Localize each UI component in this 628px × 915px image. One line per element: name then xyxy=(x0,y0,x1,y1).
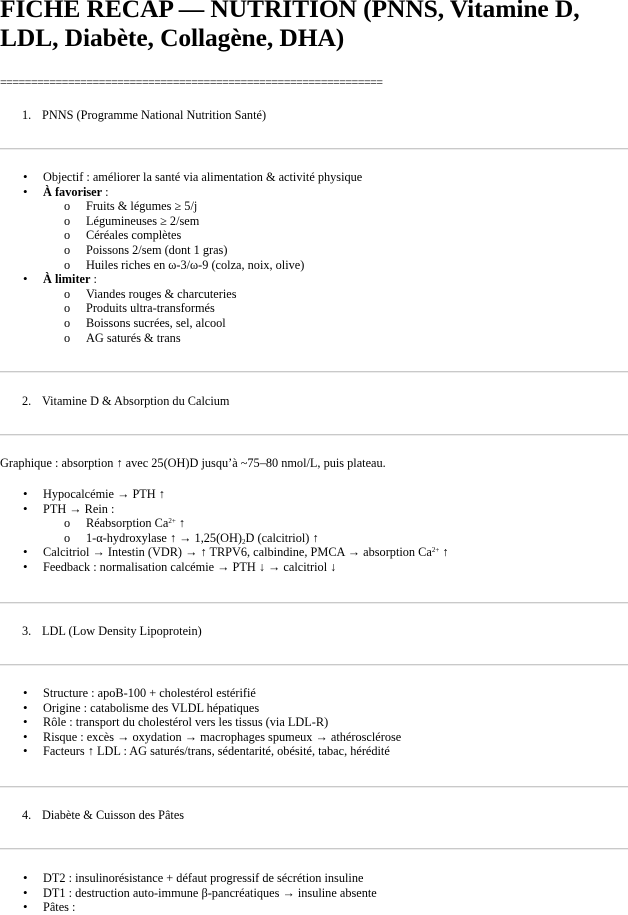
section-3-list xyxy=(0,686,401,759)
limiter-label: À limiter xyxy=(43,272,91,287)
divider xyxy=(0,148,628,150)
list-item: • Hypocalcémie → PTH ↑ xyxy=(43,487,449,502)
list-item: • Calcitriol → Intestin (VDR) → ↑ TRPV6, calbindine, PMCA → absorption $Ca^{2+}$ ↑ xyxy=(43,545,449,560)
section-2-title: Vitamine D & Absorption du Calcium xyxy=(42,394,230,408)
list-item: • DT1 : destruction auto-immune β-pancréatiques → insuline absente xyxy=(43,886,377,901)
title-underline: ============================================================== xyxy=(0,75,383,89)
list-item: o AG saturés & trans xyxy=(86,331,362,346)
section-4-title: Diabète & Cuisson des Pâtes xyxy=(42,808,185,822)
list-item: • À limiter : o Viandes rouges & charcuteries o Produits ultra-transformés o Boissons sucrées, sel, alcool o AG saturés & trans xyxy=(43,272,362,345)
divider xyxy=(0,664,628,666)
list-item: • Origine : catabolisme des VLDL hépatiques xyxy=(43,701,401,716)
divider xyxy=(0,786,628,788)
list-item: o Produits ultra-transformés xyxy=(86,301,362,316)
list-item: • Objectif : améliorer la santé via alimentation & activité physique xyxy=(43,170,362,185)
list-item: • Facteurs ↑ LDL : AG saturés/trans, sédentarité, obésité, tabac, hérédité xyxy=(43,744,401,759)
list-item: o Viandes rouges & charcuteries xyxy=(86,287,362,302)
list-item: o Boissons sucrées, sel, alcool xyxy=(86,316,362,331)
section-3-heading xyxy=(22,624,202,639)
divider xyxy=(0,848,628,850)
divider xyxy=(0,371,628,373)
pth-rein-list xyxy=(43,516,449,545)
list-item: • À favoriser : o Fruits & légumes ≥ 5/j o Légumineuses ≥ 2/sem o Céréales complètes o Poissons 2/sem (dont 1 gras) o Huiles riches en ω-3/ω-9 (colza, noix, olive) xyxy=(43,185,362,273)
divider xyxy=(0,434,628,436)
list-item: o 1-α-hydroxylase ↑ → $1,25(OH)_2D$ (calcitriol) ↑ xyxy=(86,531,449,546)
section-3-title: LDL (Low Density Lipoprotein) xyxy=(42,624,202,638)
list-item: • Pâtes : xyxy=(43,900,377,915)
section-4-heading xyxy=(22,808,184,823)
graph-note: Graphique : absorption ↑ avec 25(OH)D jusqu’à ~75–80 nmol/L, puis plateau. xyxy=(0,456,386,470)
section-4-number: 4. xyxy=(22,808,32,822)
divider xyxy=(0,602,628,604)
list-item: o Céréales complètes xyxy=(86,228,362,243)
list-item: o Réabsorption $Ca^{2+}$ ↑ xyxy=(86,516,449,531)
section-1-list xyxy=(0,170,362,345)
section-1-heading xyxy=(22,108,266,123)
list-item: o Fruits & légumes ≥ 5/j xyxy=(86,199,362,214)
limiter-list xyxy=(43,287,362,345)
favoriser-label: À favoriser xyxy=(43,184,103,199)
favoriser-list xyxy=(43,199,362,272)
section-1-number: 1. xyxy=(22,108,32,122)
section-1-title: PNNS (Programme National Nutrition Santé) xyxy=(42,108,267,122)
list-item: • PTH → Rein : o Réabsorption $Ca^{2+}$ ↑ o 1-α-hydroxylase ↑ → $1,25(OH)_2D$ (calcitriol) ↑ xyxy=(43,502,449,546)
list-item: o Légumineuses ≥ 2/sem xyxy=(86,214,362,229)
section-3-number: 3. xyxy=(22,624,32,638)
list-item: o Poissons 2/sem (dont 1 gras) xyxy=(86,243,362,258)
list-item: • Structure : apoB-100 + cholestérol estérifié xyxy=(43,686,401,701)
section-2-number: 2. xyxy=(22,394,32,408)
list-item: • Feedback : normalisation calcémie → PTH ↓ → calcitriol ↓ xyxy=(43,560,449,575)
list-item: o Huiles riches en ω-3/ω-9 (colza, noix, olive) xyxy=(86,258,362,273)
page-title: FICHE RECAP — NUTRITION (PNNS, Vitamine D, LDL, Diabète, Collagène, DHA) xyxy=(0,0,580,52)
list-item: • Risque : excès → oxydation → macrophages spumeux → athérosclérose xyxy=(43,730,401,745)
section-4-list xyxy=(0,871,377,915)
section-2-heading xyxy=(22,394,229,409)
section-2-list xyxy=(0,487,449,575)
list-item: • Rôle : transport du cholestérol vers les tissus (via LDL-R) xyxy=(43,715,401,730)
list-item: • DT2 : insulinorésistance + défaut progressif de sécrétion insuline xyxy=(43,871,377,886)
